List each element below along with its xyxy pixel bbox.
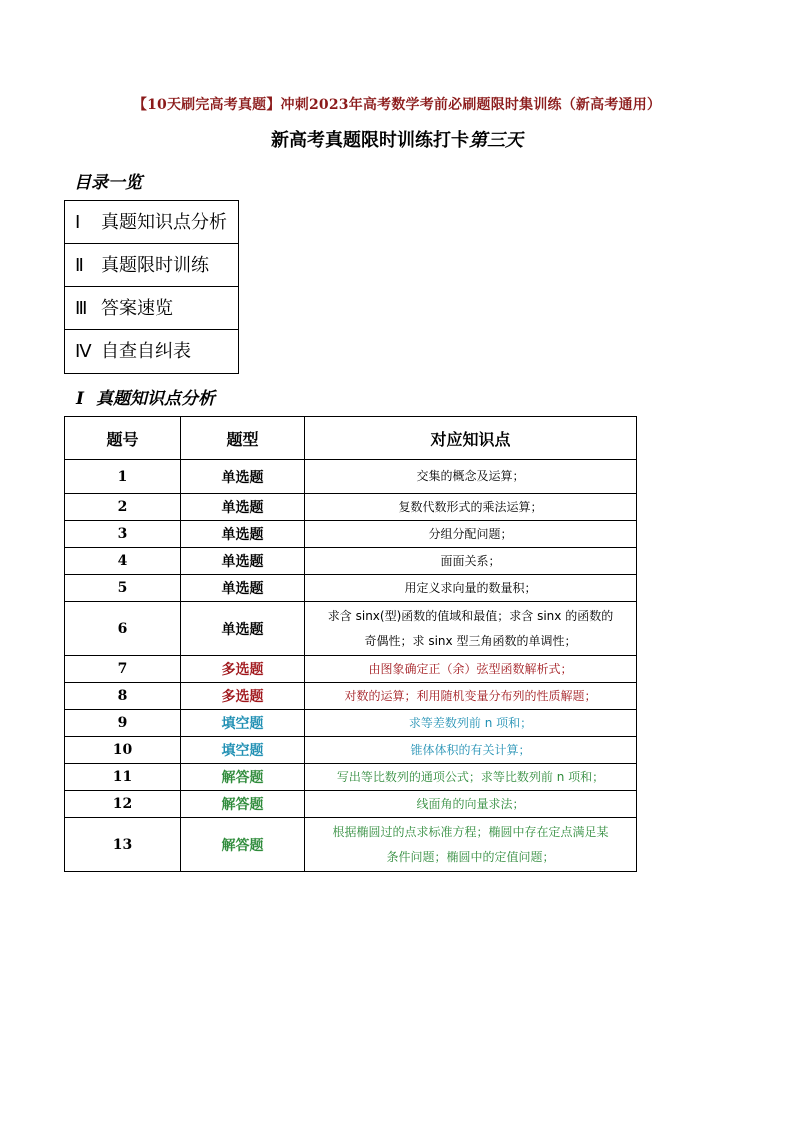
knowledge-point: 交集的概念及运算； <box>305 460 637 494</box>
question-number: 10 <box>65 737 181 764</box>
page-title <box>0 126 794 152</box>
toc-item-timed-training[interactable] <box>65 244 238 287</box>
knowledge-point <box>305 818 637 872</box>
column-header-number: 题号 <box>65 417 181 460</box>
question-number: 4 <box>65 548 181 575</box>
table-row <box>65 602 637 656</box>
question-number: 7 <box>65 656 181 683</box>
table-row <box>65 791 637 818</box>
toc-item-label: 真题知识点分析 <box>101 212 227 233</box>
page-title-main: 新高考真题限时训练打卡 <box>271 130 469 151</box>
toc-heading: 目录一览 <box>74 173 142 193</box>
knowledge-point: 写出等比数列的通项公式；求等比数列前 n 项和； <box>305 764 637 791</box>
question-number: 1 <box>65 460 181 494</box>
question-type: 单选题 <box>181 521 305 548</box>
table-of-contents <box>64 200 239 374</box>
knowledge-line: 条件问题；椭圆中的定值问题； <box>386 849 555 864</box>
question-number: 11 <box>65 764 181 791</box>
question-type: 填空题 <box>181 737 305 764</box>
question-type: 单选题 <box>181 575 305 602</box>
toc-item-number: Ⅰ <box>75 212 81 233</box>
table-row <box>65 494 637 521</box>
section-number: Ⅰ <box>76 389 84 409</box>
question-type: 解答题 <box>181 764 305 791</box>
toc-item-label: 真题限时训练 <box>101 255 209 276</box>
table-row <box>65 521 637 548</box>
table-row <box>65 575 637 602</box>
knowledge-line: 奇偶性；求 sinx 型三角函数的单调性； <box>364 633 577 648</box>
knowledge-point: 求等差数列前 n 项和； <box>305 710 637 737</box>
question-type: 多选题 <box>181 683 305 710</box>
question-number: 13 <box>65 818 181 872</box>
column-header-knowledge: 对应知识点 <box>305 417 637 460</box>
document-header-line: 【10天刷完高考真题】冲刺2023年高考数学考前必刷题限时集训练（新高考通用） <box>132 97 662 113</box>
question-type: 单选题 <box>181 460 305 494</box>
knowledge-point: 线面角的向量求法； <box>305 791 637 818</box>
question-number: 9 <box>65 710 181 737</box>
question-number: 6 <box>65 602 181 656</box>
page-title-day: 第三天 <box>469 130 523 151</box>
toc-item-label: 答案速览 <box>101 298 173 319</box>
knowledge-point: 对数的运算；利用随机变量分布列的性质解题； <box>305 683 637 710</box>
knowledge-line: 求含 sinx(型)函数的值域和最值；求含 sinx 的函数的 <box>327 608 614 623</box>
toc-item-answers[interactable] <box>65 287 238 330</box>
section-title: 真题知识点分析 <box>95 389 215 409</box>
knowledge-line: 根据椭圆过的点求标准方程；椭圆中存在定点满足某 <box>332 824 609 839</box>
toc-item-self-check[interactable] <box>65 330 238 373</box>
question-type: 单选题 <box>181 494 305 521</box>
knowledge-point: 复数代数形式的乘法运算； <box>305 494 637 521</box>
table-row <box>65 683 637 710</box>
knowledge-point <box>305 602 637 656</box>
toc-item-number: Ⅱ <box>75 255 84 276</box>
question-number: 12 <box>65 791 181 818</box>
question-type: 多选题 <box>181 656 305 683</box>
question-number: 3 <box>65 521 181 548</box>
question-type: 解答题 <box>181 818 305 872</box>
question-number: 5 <box>65 575 181 602</box>
question-type: 单选题 <box>181 548 305 575</box>
knowledge-point: 分组分配问题； <box>305 521 637 548</box>
toc-item-knowledge-analysis[interactable] <box>65 201 238 244</box>
column-header-type: 题型 <box>181 417 305 460</box>
knowledge-point: 面面关系； <box>305 548 637 575</box>
question-number: 2 <box>65 494 181 521</box>
knowledge-point: 锥体体积的有关计算； <box>305 737 637 764</box>
table-row <box>65 737 637 764</box>
table-row <box>65 460 637 494</box>
question-type: 填空题 <box>181 710 305 737</box>
section-heading <box>76 384 215 409</box>
question-type: 解答题 <box>181 791 305 818</box>
knowledge-point: 由图象确定正（余）弦型函数解析式； <box>305 656 637 683</box>
knowledge-point: 用定义求向量的数量积； <box>305 575 637 602</box>
question-type: 单选题 <box>181 602 305 656</box>
table-row <box>65 656 637 683</box>
table-row <box>65 818 637 872</box>
knowledge-point-table <box>64 416 637 872</box>
toc-item-number: Ⅳ <box>75 341 92 362</box>
toc-item-label: 自查自纠表 <box>101 341 191 362</box>
table-row <box>65 548 637 575</box>
table-row <box>65 710 637 737</box>
toc-item-number: Ⅲ <box>75 298 88 319</box>
question-number: 8 <box>65 683 181 710</box>
table-row <box>65 764 637 791</box>
